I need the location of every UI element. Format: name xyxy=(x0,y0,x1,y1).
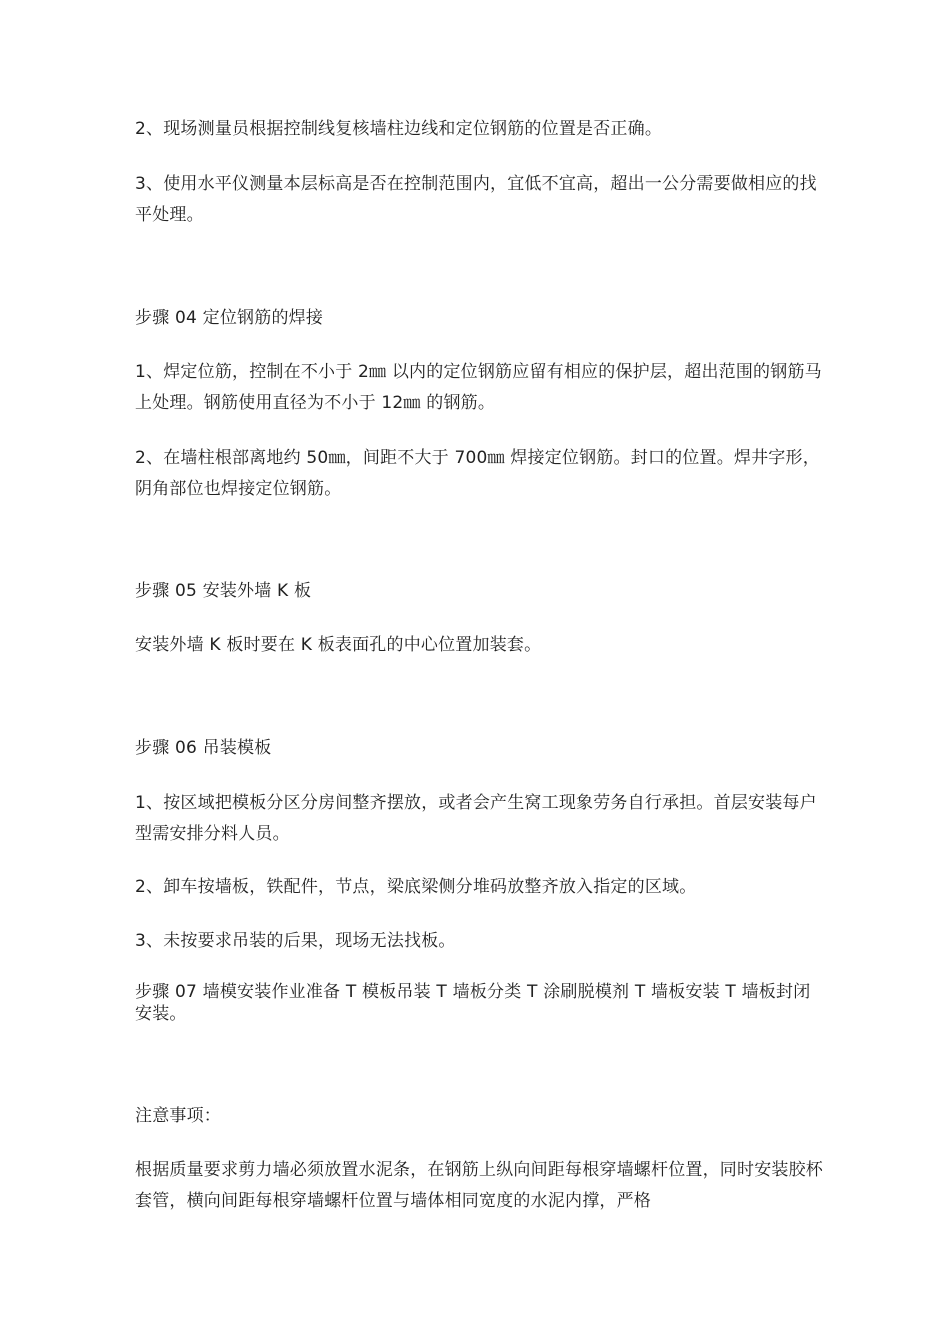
paragraph-unloading: 2、卸车按墙板，铁配件，节点，梁底梁侧分堆码放整齐放入指定的区域。 xyxy=(135,877,697,897)
paragraph-level-check: 3、使用水平仪测量本层标高是否在控制范围内，宜低不宜高，超出一公分需要做相应的找平处理。 xyxy=(135,174,817,225)
step-05-heading: 步骤 05 安装外墙 K 板 xyxy=(135,581,312,601)
paragraph-k-board: 安装外墙 K 板时要在 K 板表面孔的中心位置加装套。 xyxy=(135,635,542,655)
paragraph-weld-spacing: 2、在墙柱根部离地约 50㎜，间距不大于 700㎜ 焊接定位钢筋。封口的位置。焊井字形，阴角部位也焊接定位钢筋。 xyxy=(135,448,820,499)
paragraph-weld-locating-bars: 1、焊定位筋，控制在不小于 2㎜ 以内的定位钢筋应留有相应的保护层，超出范围的钢筋马上处理。钢筋使用直径为不小于 12㎜ 的钢筋。 xyxy=(135,362,822,413)
notes-heading: 注意事项： xyxy=(135,1106,221,1126)
step-06-heading: 步骤 06 吊装模板 xyxy=(135,738,272,758)
paragraph-formwork-zoning: 1、按区域把模板分区分房间整齐摆放，或者会产生窝工现象劳务自行承担。首层安装每户型需安排分料人员。 xyxy=(135,793,817,844)
paragraph-verify-lines: 2、现场测量员根据控制线复核墙柱边线和定位钢筋的位置是否正确。 xyxy=(135,119,663,139)
paragraph-notes: 根据质量要求剪力墙必须放置水泥条，在钢筋上纵向间距每根穿墙螺杆位置，同时安装胶杯套管，横向间距每根穿墙螺杆位置与墙体相同宽度的水泥内撑，严格 xyxy=(135,1160,823,1211)
step-04-heading: 步骤 04 定位钢筋的焊接 xyxy=(135,308,324,328)
step-07-heading: 步骤 07 墙模安装作业准备 T 模板吊装 T 墙板分类 T 涂刷脱模剂 T 墙板安装 T 墙板封闭安装。 xyxy=(135,982,811,1024)
paragraph-consequence: 3、未按要求吊装的后果，现场无法找板。 xyxy=(135,931,456,951)
